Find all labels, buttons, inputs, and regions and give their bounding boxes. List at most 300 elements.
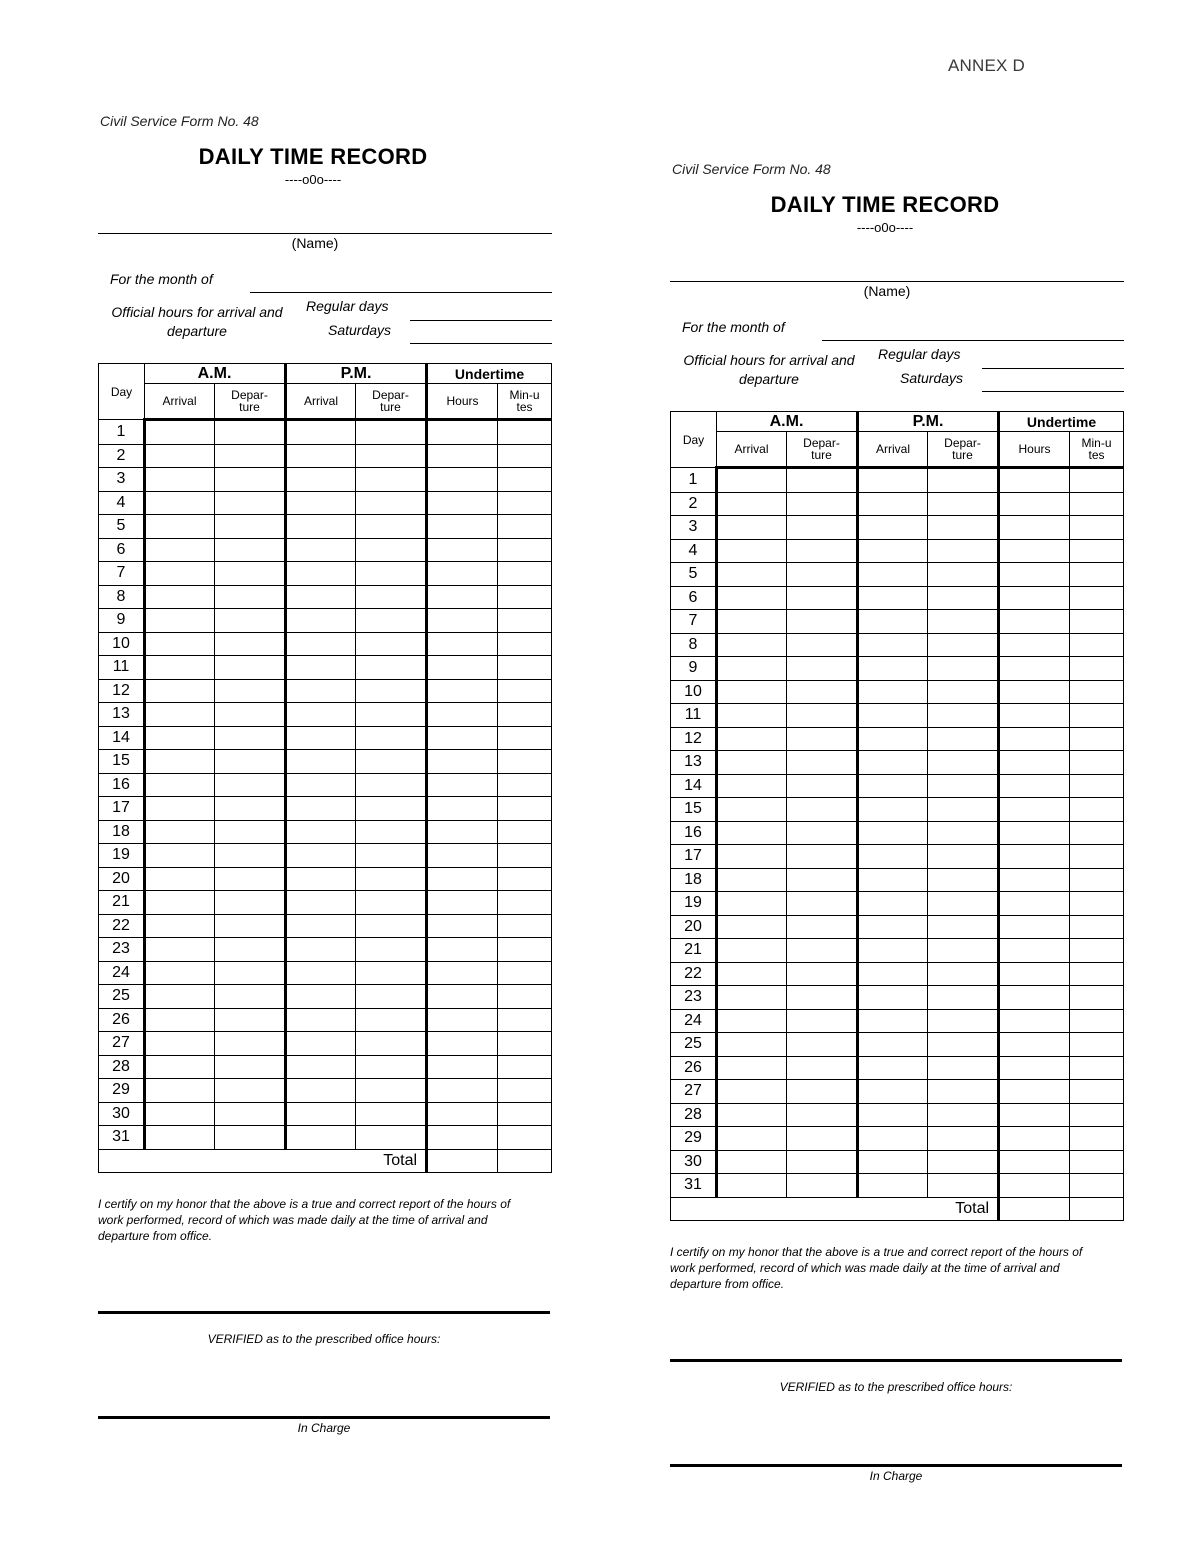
pm-departure-cell[interactable] [928, 468, 999, 493]
undertime-hours-cell[interactable] [427, 961, 498, 985]
pm-arrival-cell[interactable] [858, 680, 928, 704]
undertime-minutes-cell[interactable] [498, 1126, 552, 1150]
am-arrival-cell[interactable] [145, 703, 215, 727]
pm-arrival-cell[interactable] [286, 891, 356, 915]
am-departure-cell[interactable] [215, 562, 286, 586]
undertime-hours-cell[interactable] [427, 820, 498, 844]
pm-departure-cell[interactable] [928, 657, 999, 681]
am-arrival-cell[interactable] [717, 774, 787, 798]
am-departure-cell[interactable] [215, 844, 286, 868]
undertime-hours-cell[interactable] [427, 985, 498, 1009]
pm-departure-cell[interactable] [928, 1056, 999, 1080]
pm-departure-cell[interactable] [928, 798, 999, 822]
am-departure-cell[interactable] [787, 774, 858, 798]
pm-departure-cell[interactable] [928, 1150, 999, 1174]
pm-departure-cell[interactable] [356, 562, 427, 586]
am-departure-cell[interactable] [215, 938, 286, 962]
pm-arrival-cell[interactable] [858, 516, 928, 540]
pm-arrival-cell[interactable] [286, 726, 356, 750]
am-arrival-cell[interactable] [145, 632, 215, 656]
undertime-minutes-cell[interactable] [498, 961, 552, 985]
employee-signature-line[interactable] [670, 1359, 1122, 1362]
undertime-minutes-cell[interactable] [498, 632, 552, 656]
am-departure-cell[interactable] [787, 1103, 858, 1127]
total-hours-cell[interactable] [999, 1197, 1070, 1220]
pm-arrival-cell[interactable] [858, 962, 928, 986]
am-departure-cell[interactable] [787, 821, 858, 845]
undertime-hours-cell[interactable] [427, 844, 498, 868]
am-arrival-cell[interactable] [717, 821, 787, 845]
pm-arrival-cell[interactable] [286, 961, 356, 985]
am-departure-cell[interactable] [787, 962, 858, 986]
am-arrival-cell[interactable] [717, 1009, 787, 1033]
pm-arrival-cell[interactable] [858, 774, 928, 798]
pm-arrival-cell[interactable] [858, 1127, 928, 1151]
undertime-hours-cell[interactable] [999, 633, 1070, 657]
pm-departure-cell[interactable] [356, 468, 427, 492]
am-arrival-cell[interactable] [145, 961, 215, 985]
pm-arrival-cell[interactable] [286, 703, 356, 727]
undertime-minutes-cell[interactable] [1070, 1127, 1124, 1151]
pm-arrival-cell[interactable] [858, 751, 928, 775]
am-arrival-cell[interactable] [145, 1008, 215, 1032]
undertime-hours-cell[interactable] [427, 538, 498, 562]
am-arrival-cell[interactable] [717, 892, 787, 916]
pm-departure-cell[interactable] [356, 1126, 427, 1150]
undertime-hours-cell[interactable] [999, 915, 1070, 939]
pm-arrival-cell[interactable] [858, 892, 928, 916]
undertime-hours-cell[interactable] [999, 1150, 1070, 1174]
am-departure-cell[interactable] [215, 867, 286, 891]
undertime-hours-cell[interactable] [999, 939, 1070, 963]
undertime-minutes-cell[interactable] [498, 585, 552, 609]
undertime-hours-cell[interactable] [427, 750, 498, 774]
pm-departure-cell[interactable] [356, 797, 427, 821]
undertime-minutes-cell[interactable] [498, 491, 552, 515]
pm-arrival-cell[interactable] [286, 1079, 356, 1103]
pm-departure-cell[interactable] [356, 820, 427, 844]
in-charge-signature-line[interactable] [98, 1416, 550, 1419]
undertime-hours-cell[interactable] [999, 704, 1070, 728]
pm-arrival-cell[interactable] [858, 1056, 928, 1080]
name-field[interactable] [670, 281, 1124, 282]
am-departure-cell[interactable] [787, 727, 858, 751]
undertime-minutes-cell[interactable] [498, 750, 552, 774]
undertime-hours-cell[interactable] [999, 727, 1070, 751]
am-arrival-cell[interactable] [145, 1032, 215, 1056]
am-departure-cell[interactable] [215, 703, 286, 727]
undertime-hours-cell[interactable] [999, 868, 1070, 892]
am-departure-cell[interactable] [787, 468, 858, 493]
regular-days-field[interactable] [982, 368, 1124, 369]
undertime-minutes-cell[interactable] [498, 538, 552, 562]
undertime-minutes-cell[interactable] [498, 1079, 552, 1103]
month-field[interactable] [250, 292, 552, 293]
pm-arrival-cell[interactable] [858, 563, 928, 587]
pm-arrival-cell[interactable] [858, 633, 928, 657]
undertime-hours-cell[interactable] [999, 563, 1070, 587]
undertime-hours-cell[interactable] [999, 845, 1070, 869]
pm-departure-cell[interactable] [356, 844, 427, 868]
am-departure-cell[interactable] [215, 538, 286, 562]
am-departure-cell[interactable] [215, 1008, 286, 1032]
am-departure-cell[interactable] [787, 1056, 858, 1080]
am-departure-cell[interactable] [215, 609, 286, 633]
am-departure-cell[interactable] [215, 891, 286, 915]
undertime-hours-cell[interactable] [999, 1009, 1070, 1033]
undertime-hours-cell[interactable] [999, 1103, 1070, 1127]
am-departure-cell[interactable] [215, 797, 286, 821]
undertime-hours-cell[interactable] [999, 586, 1070, 610]
undertime-hours-cell[interactable] [427, 632, 498, 656]
undertime-hours-cell[interactable] [999, 821, 1070, 845]
pm-departure-cell[interactable] [928, 516, 999, 540]
pm-arrival-cell[interactable] [286, 773, 356, 797]
pm-arrival-cell[interactable] [286, 585, 356, 609]
undertime-hours-cell[interactable] [427, 420, 498, 445]
pm-departure-cell[interactable] [928, 1033, 999, 1057]
am-departure-cell[interactable] [215, 468, 286, 492]
pm-arrival-cell[interactable] [286, 420, 356, 445]
undertime-minutes-cell[interactable] [1070, 657, 1124, 681]
undertime-hours-cell[interactable] [427, 562, 498, 586]
pm-arrival-cell[interactable] [286, 1032, 356, 1056]
pm-arrival-cell[interactable] [858, 798, 928, 822]
undertime-minutes-cell[interactable] [498, 844, 552, 868]
pm-arrival-cell[interactable] [286, 632, 356, 656]
pm-arrival-cell[interactable] [858, 1009, 928, 1033]
am-arrival-cell[interactable] [717, 1174, 787, 1198]
pm-arrival-cell[interactable] [286, 656, 356, 680]
pm-departure-cell[interactable] [928, 915, 999, 939]
pm-departure-cell[interactable] [356, 679, 427, 703]
am-arrival-cell[interactable] [145, 867, 215, 891]
pm-departure-cell[interactable] [928, 821, 999, 845]
pm-arrival-cell[interactable] [286, 750, 356, 774]
undertime-hours-cell[interactable] [427, 914, 498, 938]
am-departure-cell[interactable] [215, 1126, 286, 1150]
undertime-minutes-cell[interactable] [498, 797, 552, 821]
am-arrival-cell[interactable] [145, 656, 215, 680]
pm-departure-cell[interactable] [928, 1174, 999, 1198]
undertime-hours-cell[interactable] [427, 1055, 498, 1079]
pm-arrival-cell[interactable] [286, 867, 356, 891]
am-arrival-cell[interactable] [145, 914, 215, 938]
pm-arrival-cell[interactable] [858, 1150, 928, 1174]
undertime-hours-cell[interactable] [427, 726, 498, 750]
pm-departure-cell[interactable] [928, 868, 999, 892]
am-arrival-cell[interactable] [717, 704, 787, 728]
total-minutes-cell[interactable] [1070, 1197, 1124, 1220]
undertime-minutes-cell[interactable] [1070, 1103, 1124, 1127]
undertime-minutes-cell[interactable] [1070, 1080, 1124, 1104]
undertime-minutes-cell[interactable] [498, 891, 552, 915]
pm-arrival-cell[interactable] [858, 1033, 928, 1057]
am-departure-cell[interactable] [787, 586, 858, 610]
am-arrival-cell[interactable] [717, 516, 787, 540]
undertime-hours-cell[interactable] [427, 515, 498, 539]
undertime-hours-cell[interactable] [999, 468, 1070, 493]
pm-arrival-cell[interactable] [858, 704, 928, 728]
pm-arrival-cell[interactable] [286, 797, 356, 821]
undertime-hours-cell[interactable] [427, 867, 498, 891]
am-departure-cell[interactable] [215, 420, 286, 445]
am-arrival-cell[interactable] [145, 985, 215, 1009]
am-departure-cell[interactable] [787, 492, 858, 516]
am-arrival-cell[interactable] [145, 726, 215, 750]
undertime-minutes-cell[interactable] [498, 914, 552, 938]
am-arrival-cell[interactable] [717, 751, 787, 775]
undertime-minutes-cell[interactable] [498, 679, 552, 703]
am-arrival-cell[interactable] [717, 1127, 787, 1151]
undertime-hours-cell[interactable] [999, 1174, 1070, 1198]
am-arrival-cell[interactable] [717, 680, 787, 704]
am-departure-cell[interactable] [787, 892, 858, 916]
pm-arrival-cell[interactable] [286, 538, 356, 562]
pm-arrival-cell[interactable] [858, 610, 928, 634]
am-arrival-cell[interactable] [145, 1055, 215, 1079]
pm-departure-cell[interactable] [928, 1080, 999, 1104]
undertime-minutes-cell[interactable] [1070, 704, 1124, 728]
am-departure-cell[interactable] [787, 986, 858, 1010]
am-departure-cell[interactable] [215, 726, 286, 750]
pm-arrival-cell[interactable] [286, 844, 356, 868]
pm-arrival-cell[interactable] [858, 1103, 928, 1127]
pm-arrival-cell[interactable] [858, 868, 928, 892]
undertime-hours-cell[interactable] [427, 656, 498, 680]
undertime-minutes-cell[interactable] [498, 444, 552, 468]
undertime-hours-cell[interactable] [427, 1008, 498, 1032]
am-arrival-cell[interactable] [145, 585, 215, 609]
undertime-minutes-cell[interactable] [498, 609, 552, 633]
undertime-hours-cell[interactable] [427, 891, 498, 915]
undertime-minutes-cell[interactable] [1070, 751, 1124, 775]
undertime-minutes-cell[interactable] [1070, 516, 1124, 540]
undertime-hours-cell[interactable] [427, 444, 498, 468]
pm-departure-cell[interactable] [928, 563, 999, 587]
undertime-minutes-cell[interactable] [498, 867, 552, 891]
am-arrival-cell[interactable] [717, 939, 787, 963]
undertime-minutes-cell[interactable] [498, 703, 552, 727]
am-arrival-cell[interactable] [717, 468, 787, 493]
pm-arrival-cell[interactable] [858, 539, 928, 563]
undertime-minutes-cell[interactable] [1070, 1009, 1124, 1033]
pm-arrival-cell[interactable] [286, 515, 356, 539]
undertime-hours-cell[interactable] [999, 962, 1070, 986]
undertime-minutes-cell[interactable] [498, 773, 552, 797]
undertime-minutes-cell[interactable] [1070, 539, 1124, 563]
undertime-hours-cell[interactable] [427, 703, 498, 727]
pm-arrival-cell[interactable] [858, 586, 928, 610]
pm-arrival-cell[interactable] [858, 468, 928, 493]
am-arrival-cell[interactable] [717, 492, 787, 516]
undertime-minutes-cell[interactable] [1070, 868, 1124, 892]
pm-departure-cell[interactable] [356, 1032, 427, 1056]
am-departure-cell[interactable] [215, 1102, 286, 1126]
undertime-hours-cell[interactable] [427, 585, 498, 609]
am-departure-cell[interactable] [215, 914, 286, 938]
undertime-hours-cell[interactable] [999, 751, 1070, 775]
pm-departure-cell[interactable] [928, 586, 999, 610]
undertime-minutes-cell[interactable] [498, 468, 552, 492]
undertime-minutes-cell[interactable] [1070, 1056, 1124, 1080]
am-departure-cell[interactable] [787, 680, 858, 704]
undertime-minutes-cell[interactable] [1070, 633, 1124, 657]
pm-departure-cell[interactable] [928, 845, 999, 869]
pm-departure-cell[interactable] [356, 444, 427, 468]
am-departure-cell[interactable] [787, 1127, 858, 1151]
pm-departure-cell[interactable] [356, 703, 427, 727]
am-arrival-cell[interactable] [145, 1079, 215, 1103]
undertime-minutes-cell[interactable] [498, 562, 552, 586]
am-arrival-cell[interactable] [145, 844, 215, 868]
undertime-hours-cell[interactable] [999, 657, 1070, 681]
pm-arrival-cell[interactable] [286, 468, 356, 492]
pm-arrival-cell[interactable] [858, 1080, 928, 1104]
undertime-minutes-cell[interactable] [1070, 610, 1124, 634]
pm-arrival-cell[interactable] [858, 986, 928, 1010]
regular-days-field[interactable] [410, 320, 552, 321]
undertime-minutes-cell[interactable] [498, 820, 552, 844]
undertime-hours-cell[interactable] [427, 679, 498, 703]
undertime-hours-cell[interactable] [999, 1056, 1070, 1080]
undertime-minutes-cell[interactable] [498, 726, 552, 750]
pm-departure-cell[interactable] [928, 704, 999, 728]
am-departure-cell[interactable] [215, 1055, 286, 1079]
pm-arrival-cell[interactable] [286, 820, 356, 844]
am-arrival-cell[interactable] [145, 1126, 215, 1150]
pm-departure-cell[interactable] [928, 1103, 999, 1127]
pm-arrival-cell[interactable] [286, 491, 356, 515]
pm-departure-cell[interactable] [356, 585, 427, 609]
total-minutes-cell[interactable] [498, 1149, 552, 1172]
pm-departure-cell[interactable] [928, 680, 999, 704]
undertime-minutes-cell[interactable] [498, 1008, 552, 1032]
am-arrival-cell[interactable] [717, 586, 787, 610]
am-departure-cell[interactable] [215, 820, 286, 844]
pm-arrival-cell[interactable] [858, 727, 928, 751]
am-arrival-cell[interactable] [145, 538, 215, 562]
pm-departure-cell[interactable] [356, 914, 427, 938]
undertime-minutes-cell[interactable] [498, 1055, 552, 1079]
undertime-hours-cell[interactable] [999, 492, 1070, 516]
am-arrival-cell[interactable] [145, 420, 215, 445]
am-arrival-cell[interactable] [717, 986, 787, 1010]
am-departure-cell[interactable] [787, 1080, 858, 1104]
am-departure-cell[interactable] [787, 610, 858, 634]
am-arrival-cell[interactable] [145, 797, 215, 821]
am-arrival-cell[interactable] [145, 444, 215, 468]
undertime-hours-cell[interactable] [427, 1079, 498, 1103]
pm-departure-cell[interactable] [928, 751, 999, 775]
saturdays-field[interactable] [410, 343, 552, 344]
pm-departure-cell[interactable] [356, 726, 427, 750]
pm-departure-cell[interactable] [928, 774, 999, 798]
pm-arrival-cell[interactable] [286, 914, 356, 938]
am-arrival-cell[interactable] [717, 962, 787, 986]
am-departure-cell[interactable] [215, 773, 286, 797]
am-departure-cell[interactable] [787, 633, 858, 657]
am-departure-cell[interactable] [787, 657, 858, 681]
undertime-minutes-cell[interactable] [1070, 774, 1124, 798]
am-arrival-cell[interactable] [145, 938, 215, 962]
am-departure-cell[interactable] [215, 1032, 286, 1056]
pm-arrival-cell[interactable] [286, 985, 356, 1009]
undertime-hours-cell[interactable] [999, 1127, 1070, 1151]
pm-departure-cell[interactable] [356, 656, 427, 680]
undertime-hours-cell[interactable] [427, 491, 498, 515]
undertime-minutes-cell[interactable] [1070, 986, 1124, 1010]
am-arrival-cell[interactable] [145, 820, 215, 844]
am-departure-cell[interactable] [787, 704, 858, 728]
am-arrival-cell[interactable] [145, 468, 215, 492]
am-departure-cell[interactable] [787, 939, 858, 963]
am-departure-cell[interactable] [787, 845, 858, 869]
pm-arrival-cell[interactable] [286, 938, 356, 962]
undertime-hours-cell[interactable] [999, 986, 1070, 1010]
pm-departure-cell[interactable] [356, 773, 427, 797]
am-departure-cell[interactable] [787, 1174, 858, 1198]
am-departure-cell[interactable] [215, 585, 286, 609]
pm-departure-cell[interactable] [928, 633, 999, 657]
pm-arrival-cell[interactable] [286, 609, 356, 633]
undertime-hours-cell[interactable] [427, 609, 498, 633]
undertime-minutes-cell[interactable] [1070, 892, 1124, 916]
saturdays-field[interactable] [982, 391, 1124, 392]
am-departure-cell[interactable] [787, 1033, 858, 1057]
am-arrival-cell[interactable] [145, 1102, 215, 1126]
undertime-minutes-cell[interactable] [1070, 492, 1124, 516]
pm-departure-cell[interactable] [928, 962, 999, 986]
undertime-minutes-cell[interactable] [1070, 798, 1124, 822]
am-arrival-cell[interactable] [717, 1150, 787, 1174]
undertime-hours-cell[interactable] [427, 938, 498, 962]
am-departure-cell[interactable] [215, 515, 286, 539]
pm-arrival-cell[interactable] [286, 562, 356, 586]
undertime-hours-cell[interactable] [427, 797, 498, 821]
pm-departure-cell[interactable] [356, 1079, 427, 1103]
am-arrival-cell[interactable] [717, 657, 787, 681]
am-departure-cell[interactable] [787, 539, 858, 563]
undertime-minutes-cell[interactable] [498, 656, 552, 680]
pm-arrival-cell[interactable] [286, 1055, 356, 1079]
am-arrival-cell[interactable] [717, 798, 787, 822]
am-arrival-cell[interactable] [717, 539, 787, 563]
am-arrival-cell[interactable] [717, 845, 787, 869]
pm-departure-cell[interactable] [356, 1102, 427, 1126]
undertime-hours-cell[interactable] [427, 773, 498, 797]
undertime-hours-cell[interactable] [999, 516, 1070, 540]
pm-departure-cell[interactable] [356, 891, 427, 915]
undertime-hours-cell[interactable] [999, 774, 1070, 798]
name-field[interactable] [98, 233, 552, 234]
undertime-hours-cell[interactable] [999, 798, 1070, 822]
pm-departure-cell[interactable] [928, 727, 999, 751]
pm-arrival-cell[interactable] [858, 845, 928, 869]
in-charge-signature-line[interactable] [670, 1464, 1122, 1467]
pm-departure-cell[interactable] [928, 986, 999, 1010]
undertime-hours-cell[interactable] [999, 610, 1070, 634]
undertime-hours-cell[interactable] [427, 1126, 498, 1150]
am-departure-cell[interactable] [215, 444, 286, 468]
pm-arrival-cell[interactable] [286, 1102, 356, 1126]
undertime-minutes-cell[interactable] [1070, 468, 1124, 493]
am-departure-cell[interactable] [215, 985, 286, 1009]
am-arrival-cell[interactable] [717, 633, 787, 657]
pm-arrival-cell[interactable] [286, 1126, 356, 1150]
am-departure-cell[interactable] [787, 1009, 858, 1033]
am-arrival-cell[interactable] [717, 610, 787, 634]
